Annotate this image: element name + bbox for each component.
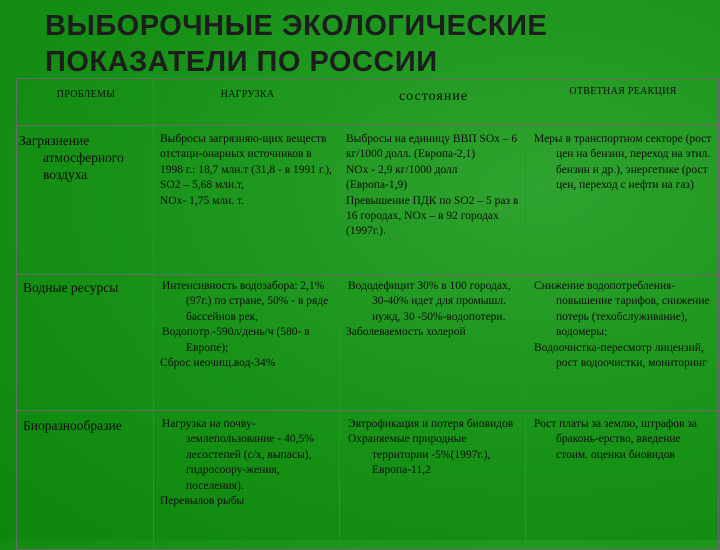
state-cell [340,126,526,275]
table-row [17,126,719,275]
load-text: Выбросы загрязняю-щих веществ отстаци-онарных источников в 1998 г.: 18,7 млн.т (31,8 - в 1991 г.), [160,133,332,176]
response-text: Снижение водопотребления-повышение тарифов, снижение потерь (техобслуживание), водомеры; [534,280,710,339]
state-cell [340,411,526,550]
state-text: Эвтрофикация и потеря биовидов [348,418,514,430]
response-text: Водоочистка-пересмотр лицензий, рост водоочистки, мониторинг [534,341,707,370]
load-cell [154,126,340,275]
slide-title [45,8,665,80]
indicators-table [16,78,719,550]
state-text: Выбросы на единицу ВВП SOx – 6 кг/1000 долл. (Европа-2,1) [346,133,518,161]
header-load: НАГРУЗКА [154,79,340,126]
title-line-1: ВЫБОРОЧНЫЕ ЭКОЛОГИЧЕСКИЕ [45,10,548,42]
load-text: Сброс неочищ.вод-34% [160,357,276,370]
state-cell [340,275,526,411]
load-cell [154,411,340,550]
header-problems: ПРОБЛЕМЫ [17,79,154,126]
problem-cell: Загрязнение атмосферного воздуха [17,126,154,275]
state-text: Заболеваемость холерой [346,326,466,339]
response-text: Меры в транспортном секторе (рост цен на бензин, переход на этил. бензин и др.), энергетике (рост цен, переход с нефти на газ) [534,133,712,192]
state-text: Вододефицит 30% в 100 городах, 30-40% идет для промышл. нужд, 30 -50%-водопотери. [348,280,511,323]
load-text: NOx- 1,75 млн. т. [160,194,245,207]
state-text: NOx - 2,9 кг/1000 долл (Европа-1,9) [346,163,458,192]
response-cell [526,411,719,550]
load-text: Нагрузка на почву-землепользование - 40,5% лесостепей (с/х, выпасы), гидросоору-жения, поселения). [162,418,314,492]
header-state: состояние [340,79,526,126]
response-text: Рост платы за землю, штрафов за браконь-ерство, введение стоим. оценки биовидов [534,418,698,461]
state-text: Охраняемые природные территории -5%(1997г.), Европа-11,2 [348,433,491,477]
problem-cell: Водные ресурсы [17,275,154,411]
header-response: ОТВЕТНАЯ РЕАКЦИЯ [526,79,719,126]
table-row [17,411,719,550]
load-text: SO2 – 5,68 млн.т, [160,179,245,192]
title-line-2: ПОКАЗАТЕЛИ ПО РОССИИ [45,46,438,78]
load-text: Интенсивность водозабора: 2,1%(97г.) по стране, 50% - в ряде бассейнов рек, [162,280,329,323]
table-row [17,275,719,411]
problem-cell: Биоразнообразие [17,411,154,550]
table-header-row [17,79,719,126]
response-cell [526,275,719,411]
load-cell [154,275,340,411]
state-text: Превышение ПДК по SO2 – 5 раз в 16 городах, NOx – в 92 городах (1997г.). [346,194,519,238]
response-cell [526,126,719,275]
load-text: Перевылов рыбы [160,495,245,508]
load-text: Водопотр.-590л/день/ч (580- в Европе); [162,326,310,354]
